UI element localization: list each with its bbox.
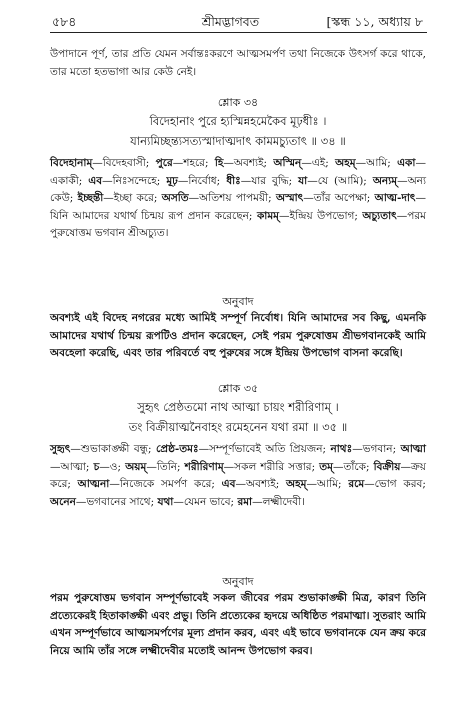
- synonym-meaning: আমি: [316, 478, 339, 490]
- synonym-separator: ;: [230, 495, 238, 508]
- intro-block: [50, 46, 426, 81]
- synonym-meaning: যার বুদ্ধি: [251, 174, 289, 187]
- synonym-meaning: শহরে: [183, 157, 205, 169]
- synonym-meaning: ও: [109, 460, 118, 473]
- sloka-34-block: [50, 95, 426, 151]
- synonym-separator: ;: [156, 174, 167, 187]
- sloka-35-synonyms: [50, 441, 426, 511]
- synonym-dash: —: [92, 157, 103, 169]
- synonym-meaning: ইন্দ্রিয় উপভোগ: [289, 209, 355, 222]
- synonym-meaning: বিদেহবাসী: [102, 157, 146, 169]
- synonym-meaning: যে (আমি): [317, 174, 364, 187]
- synonym-meaning: সম্পূর্ণভাবেই অতি প্রিয়জন: [209, 443, 323, 455]
- synonym-dash: —: [177, 174, 189, 187]
- synonym-word: অচ্যুতাৎ: [362, 209, 397, 222]
- synonym-word: যথা: [157, 495, 174, 508]
- synonym-word: অনেন: [50, 495, 76, 508]
- synonym-dash: —: [400, 460, 411, 473]
- synonym-dash: —: [103, 192, 114, 204]
- sloka-35-synonyms-block: [50, 441, 426, 511]
- sloka-35-translation: পরম পুরুষোত্তম ভগবান সম্পূর্ণভাবেই সকল জীবের পরম শুভাকাঙ্ক্ষী মিত্র, কারণ তিনি প্রত্যেকেরই হিতাকাঙ্ক্ষী এবং প্রভু। তিনি প্রত্যেকের হৃদয়ে অধিষ্ঠিত পরমাত্মা। সুতরাং আমি এখন সম্পূর্ণভাবে আত্মসমর্পণের মূল্য প্রদান করব, এবং এই ভাবে ভগবানকে যেন ক্রয় করে নিয়ে আমি তাঁর সঙ্গে লক্ষ্মীদেবীর মতোই আনন্দ উপভোগ করব।: [50, 592, 427, 657]
- sloka-34-translation-label: অনুবাদ: [222, 295, 254, 308]
- synonym-separator: ;: [365, 460, 374, 473]
- synonym-separator: ;: [216, 174, 227, 187]
- synonym-dash: —: [102, 174, 113, 187]
- synonym-meaning: পরম পুরুষোত্তম ভগবান শ্রীঅচ্যুত: [50, 209, 426, 239]
- synonym-separator: ;: [263, 157, 274, 169]
- synonym-separator: ;: [145, 157, 156, 169]
- synonym-dash: —: [332, 460, 344, 473]
- synonym-dash: —: [252, 495, 263, 508]
- synonym-word: আত্মা: [400, 443, 426, 455]
- synonym-dash: —: [223, 157, 234, 169]
- page-header: [0, 14, 461, 34]
- synonym-separator: ।: [301, 495, 305, 508]
- synonym-word: একা: [397, 157, 416, 169]
- synonym-word: হি: [214, 157, 224, 169]
- header-rule: [50, 32, 427, 33]
- synonym-word: অহম্: [285, 478, 307, 490]
- synonym-separator: ;: [325, 157, 336, 169]
- synonym-word: আত্মনা: [77, 478, 110, 490]
- synonym-separator: ;: [153, 192, 162, 204]
- synonym-separator: ;: [311, 460, 320, 473]
- synonym-word: অস্মিন্: [273, 157, 302, 169]
- synonym-meaning: ভোগ করব: [374, 478, 423, 490]
- synonym-dash: —: [173, 495, 184, 508]
- sloka-34-synonyms: [50, 155, 426, 243]
- synonym-separator: ;: [248, 209, 257, 222]
- synonym-meaning: অন্য কেউ: [50, 174, 426, 204]
- synonym-separator: ;: [354, 209, 363, 222]
- synonym-word: নাথঃ: [330, 443, 353, 455]
- synonym-dash: —: [172, 157, 184, 169]
- synonym-word: সুহৃৎ: [50, 443, 71, 455]
- synonym-separator: ;: [204, 157, 215, 169]
- synonym-meaning: সকল শরীরি সত্তার: [234, 460, 312, 473]
- synonym-word: ধীঃ: [226, 174, 241, 187]
- synonym-dash: —: [397, 174, 408, 187]
- synonym-dash: —: [99, 460, 110, 473]
- synonym-word: প্রেষ্ঠ-তমঃ: [155, 443, 199, 455]
- synonym-dash: —: [240, 174, 252, 187]
- book-title: শ্রীমদ্ভাগবত: [201, 14, 260, 29]
- synonym-word: এব: [221, 478, 236, 490]
- synonym-word: অয়ম্: [125, 460, 147, 473]
- synonym-separator: ;: [148, 443, 156, 455]
- synonym-separator: ;: [78, 174, 89, 187]
- synonym-dash: —: [396, 209, 408, 222]
- synonym-meaning: ইচ্ছা করে: [113, 192, 154, 204]
- synonym-separator: ;: [366, 192, 375, 204]
- page-number: ৫৮৪: [52, 14, 77, 29]
- synonym-dash: —: [355, 157, 367, 169]
- synonym-dash: —: [235, 478, 247, 490]
- synonym-word: চ: [93, 460, 100, 473]
- synonym-word: আত্ম-দাৎ: [374, 192, 416, 204]
- synonym-separator: ;: [67, 478, 78, 490]
- synonym-meaning: ক্রয় করে: [50, 460, 426, 490]
- synonym-dash: —: [50, 460, 61, 473]
- synonym-meaning: এই: [311, 157, 326, 169]
- synonym-word: বিক্রীয়: [373, 460, 401, 473]
- sloka-34-translation-block: [50, 294, 426, 363]
- synonym-meaning: ভগবানের সাথে: [86, 495, 151, 508]
- synonym-separator: ;: [338, 478, 349, 490]
- synonym-word: এব: [88, 174, 103, 187]
- synonym-separator: ;: [69, 192, 78, 204]
- synonym-word: রমে: [348, 478, 365, 490]
- synonym-meaning: নিঃসন্দেহে: [112, 174, 157, 187]
- synonym-dash: —: [307, 174, 318, 187]
- intro-paragraph: উপাদানে পূর্ণ, তার প্রতি যেমন সর্বান্তঃকরণে আত্মসমর্পণ তথা নিজেকে উৎসর্গ করে থাকে, তার মতো হতভাগা আর কেউ নেই।: [50, 48, 426, 78]
- synonym-word: অস্মাৎ: [276, 192, 304, 204]
- synonym-dash: —: [352, 443, 363, 455]
- synonym-separator: ;: [268, 192, 276, 204]
- synonym-dash: —: [188, 192, 200, 204]
- synonym-meaning: লক্ষ্মীদেবী: [262, 495, 302, 508]
- synonym-word: কামম্: [256, 209, 279, 222]
- synonym-separator: ;: [363, 174, 373, 187]
- synonym-dash: —: [223, 460, 235, 473]
- sloka-34-line-2: যান্যমিচ্ছন্ত্যসত্যস্মাদাত্মদাৎ কামমচ্যুতাৎ ॥ ৩৪ ॥: [130, 134, 346, 148]
- synonym-word: মূঢ়: [166, 174, 178, 187]
- synonym-separator: ;: [422, 478, 426, 490]
- synonym-meaning: যিনি আমাদের যথার্থ চিন্ময় রূপ প্রদান করেছেন: [50, 209, 249, 222]
- sloka-34-synonyms-block: [50, 155, 426, 243]
- sloka-35-translation-label: অনুবাদ: [222, 575, 254, 588]
- synonym-dash: —: [415, 157, 426, 169]
- synonym-word: অন্যম্: [372, 174, 398, 187]
- synonym-separator: ;: [150, 495, 158, 508]
- synonym-meaning: অতিশয় পাপময়ী: [199, 192, 269, 204]
- sloka-35-heading: শ্লোক ৩৫: [217, 382, 259, 395]
- synonym-dash: —: [364, 478, 375, 490]
- synonym-dash: —: [75, 495, 87, 508]
- synonym-dash: —: [70, 443, 81, 455]
- synonym-meaning: ভগবান: [362, 443, 393, 455]
- synonym-dash: —: [146, 460, 157, 473]
- synonym-separator: ;: [392, 443, 401, 455]
- synonym-meaning: আমি: [366, 157, 388, 169]
- synonym-dash: —: [303, 192, 314, 204]
- synonym-separator: ;: [117, 460, 126, 473]
- sloka-35-translation-block: [50, 574, 426, 660]
- synonym-word: অহম্: [335, 157, 356, 169]
- synonym-separator: ;: [288, 174, 299, 187]
- synonym-word: তম্: [319, 460, 333, 473]
- synonym-separator: ;: [211, 478, 222, 490]
- synonym-meaning: অবশ্যই: [233, 157, 264, 169]
- synonym-meaning: নিজেকে সমর্পণ করে: [119, 478, 212, 490]
- synonym-word: যা: [298, 174, 308, 187]
- synonym-meaning: নির্বোধ: [188, 174, 217, 187]
- synonym-meaning: আত্মা: [60, 460, 86, 473]
- sloka-34-heading: শ্লোক ৩৪: [217, 96, 259, 109]
- synonym-dash: —: [279, 209, 290, 222]
- synonym-separator: ;: [275, 478, 286, 490]
- synonym-separator: ;: [85, 460, 94, 473]
- synonym-dash: —: [301, 157, 312, 169]
- synonym-word: ইচ্ছন্তী: [77, 192, 104, 204]
- synonym-meaning: একাকী: [50, 174, 79, 187]
- sloka-34-line-1: বিদেহানাং পুরে হ্যস্মিন্নহমেকৈব মূঢ়ধীঃ ।: [149, 114, 327, 128]
- sloka-35-line-2: তং বিক্রীয়াত্মনৈবাহং রমেহনেন যথা রমা ॥ ৩৫ ॥: [128, 420, 348, 434]
- synonym-dash: —: [415, 192, 427, 204]
- synonym-separator: ;: [322, 443, 331, 455]
- sloka-34-translation: অবশ্যই এই বিদেহ নগরের মধ্যে আমিই সম্পূর্ণ নির্বোধ। যিনি আমাদের সব কিছু, এমনকি আমাদের যথার্থ চিন্ময় রূপটিও প্রদান করেছেন, সেই পরম পুরুষোত্তম শ্রীভগবানকেই আমি অবহেলা করেছি, এবং তার পরিবর্তে বহু পুরুষের সঙ্গে ইন্দ্রিয় উপভোগ বাসনা করেছি।: [50, 312, 426, 359]
- synonym-separator: ;: [176, 460, 185, 473]
- synonym-dash: —: [109, 478, 120, 490]
- synonym-word: অসতি: [161, 192, 189, 204]
- sloka-35-line-1: সুহৃৎ প্রেষ্ঠতমো নাথ আত্মা চায়ং শরীরিণাম্ ।: [137, 400, 339, 414]
- synonym-meaning: তাঁকে: [343, 460, 366, 473]
- synonym-word: বিদেহানাম্: [50, 157, 93, 169]
- synonym-separator: ;: [387, 157, 398, 169]
- synonym-meaning: যেমন ভাবে: [183, 495, 231, 508]
- synonym-meaning: তাঁর অপেক্ষা: [313, 192, 367, 204]
- synonym-word: শরীরিণাম্: [184, 460, 224, 473]
- section-reference: [স্কন্ধ ১১, অধ্যায় ৮: [326, 14, 423, 29]
- synonym-dash: —: [306, 478, 317, 490]
- synonym-meaning: শুভাকাঙ্ক্ষী বন্ধু: [80, 443, 148, 455]
- synonym-dash: —: [198, 443, 210, 455]
- synonym-meaning: তিনি: [156, 460, 177, 473]
- synonym-meaning: অবশ্যই: [246, 478, 276, 490]
- synonym-separator: ।: [164, 227, 169, 239]
- synonym-word: পুরে: [155, 157, 173, 169]
- sloka-35-block: [50, 381, 426, 437]
- synonym-word: রমা: [237, 495, 253, 508]
